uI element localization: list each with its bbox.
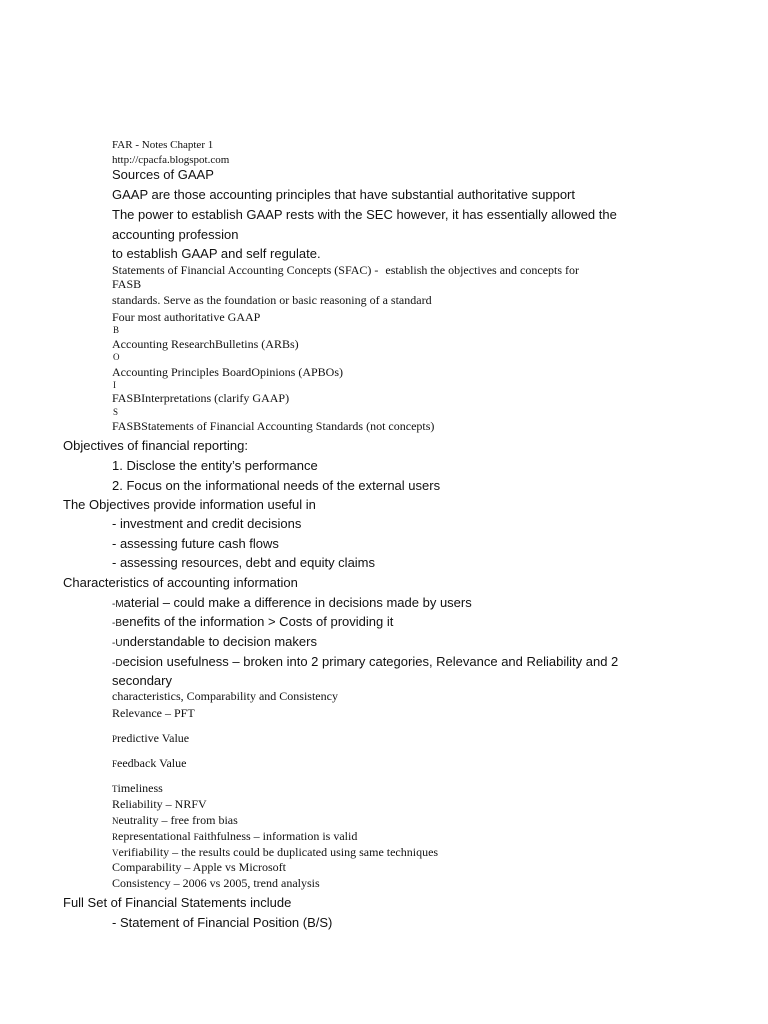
relevance-heading: Relevance – PFT [112, 706, 195, 720]
section-heading-characteristics: Characteristics of accounting information [63, 575, 298, 590]
section-heading-sources: Sources of GAAP [112, 167, 214, 182]
reliability-representational-faithfulness: Representational Faithfulness – information is valid [112, 829, 358, 843]
objective-item-1: 1. Disclose the entity’s performance [112, 458, 318, 473]
reliability-neutrality: Neutrality – free from bias [112, 813, 238, 827]
four-authoritative-heading: Four most authoritative GAAP [112, 310, 261, 324]
useful-item-cashflows: - assessing future cash flows [112, 536, 279, 551]
list-item-interpretations: FASBInterpretations (clarify GAAP) [112, 391, 290, 405]
paragraph-gaap-definition: GAAP are those accounting principles that have substantial authoritative support [112, 187, 575, 202]
sfac-line3: standards. Serve as the foundation or basic reasoning of a standard [112, 293, 432, 307]
list-item-statements: FASBStatements of Financial Accounting Standards (not concepts) [112, 419, 435, 433]
reliability-verifiability: Verifiability – the results could be duplicated using same techniques [112, 845, 439, 859]
sfac-line1 [112, 264, 579, 276]
paragraph-sec-power-line2: accounting profession [112, 227, 239, 242]
objectives-provide-heading: The Objectives provide information useful in [63, 497, 316, 512]
relevance-predictive-value: Predictive Value [112, 731, 190, 745]
useful-item-investment: - investment and credit decisions [112, 516, 302, 531]
characteristic-understandable: -Understandable to decision makers [112, 634, 317, 649]
sfac-purpose: establish the objectives and concepts for [385, 263, 580, 277]
section-heading-statements: Full Set of Financial Statements include [63, 895, 292, 910]
paragraph-sec-power-line1: The power to establish GAAP rests with the SEC however, it has essentially allowed the [112, 207, 617, 222]
doc-title: FAR - Notes Chapter 1 [112, 139, 214, 151]
relevance-feedback-value: Feedback Value [112, 756, 187, 770]
characteristic-benefits: -Benefits of the information > Costs of providing it [112, 614, 394, 629]
section-heading-objectives: Objectives of financial reporting: [63, 438, 248, 453]
list-letter-s: S [113, 407, 119, 417]
list-letter-b: B [113, 325, 120, 335]
useful-item-resources: - assessing resources, debt and equity claims [112, 555, 376, 570]
sfac-title: Statements of Financial Accounting Concepts (SFAC) - [112, 263, 379, 277]
characteristic-material: -Material – could make a difference in decisions made by users [112, 595, 472, 610]
list-letter-i: I [113, 380, 116, 390]
comparability-line: Comparability – Apple vs Microsoft [112, 860, 286, 874]
list-item-arb: Accounting ResearchBulletins (ARBs) [112, 337, 299, 351]
list-letter-o: O [113, 352, 120, 362]
characteristic-decision-line2: secondary [112, 673, 172, 688]
relevance-timeliness: Timeliness [112, 781, 163, 795]
sfac-line2: FASB [112, 277, 142, 291]
objective-item-2: 2. Focus on the informational needs of the external users [112, 478, 441, 493]
statement-item-financial-position: - Statement of Financial Position (B/S) [112, 915, 333, 930]
doc-url: http://cpacfa.blogspot.com [112, 154, 230, 166]
characteristic-decision-usefulness: -Decision usefulness – broken into 2 primary categories, Relevance and Reliability and 2 [112, 654, 619, 669]
list-item-apbo: Accounting Principles BoardOpinions (APBOs) [112, 365, 343, 379]
characteristic-decision-line3: characteristics, Comparability and Consistency [112, 689, 338, 703]
paragraph-sec-power-line3: to establish GAAP and self regulate. [112, 246, 321, 261]
reliability-heading: Reliability – NRFV [112, 797, 207, 811]
consistency-line: Consistency – 2006 vs 2005, trend analysis [112, 876, 320, 890]
